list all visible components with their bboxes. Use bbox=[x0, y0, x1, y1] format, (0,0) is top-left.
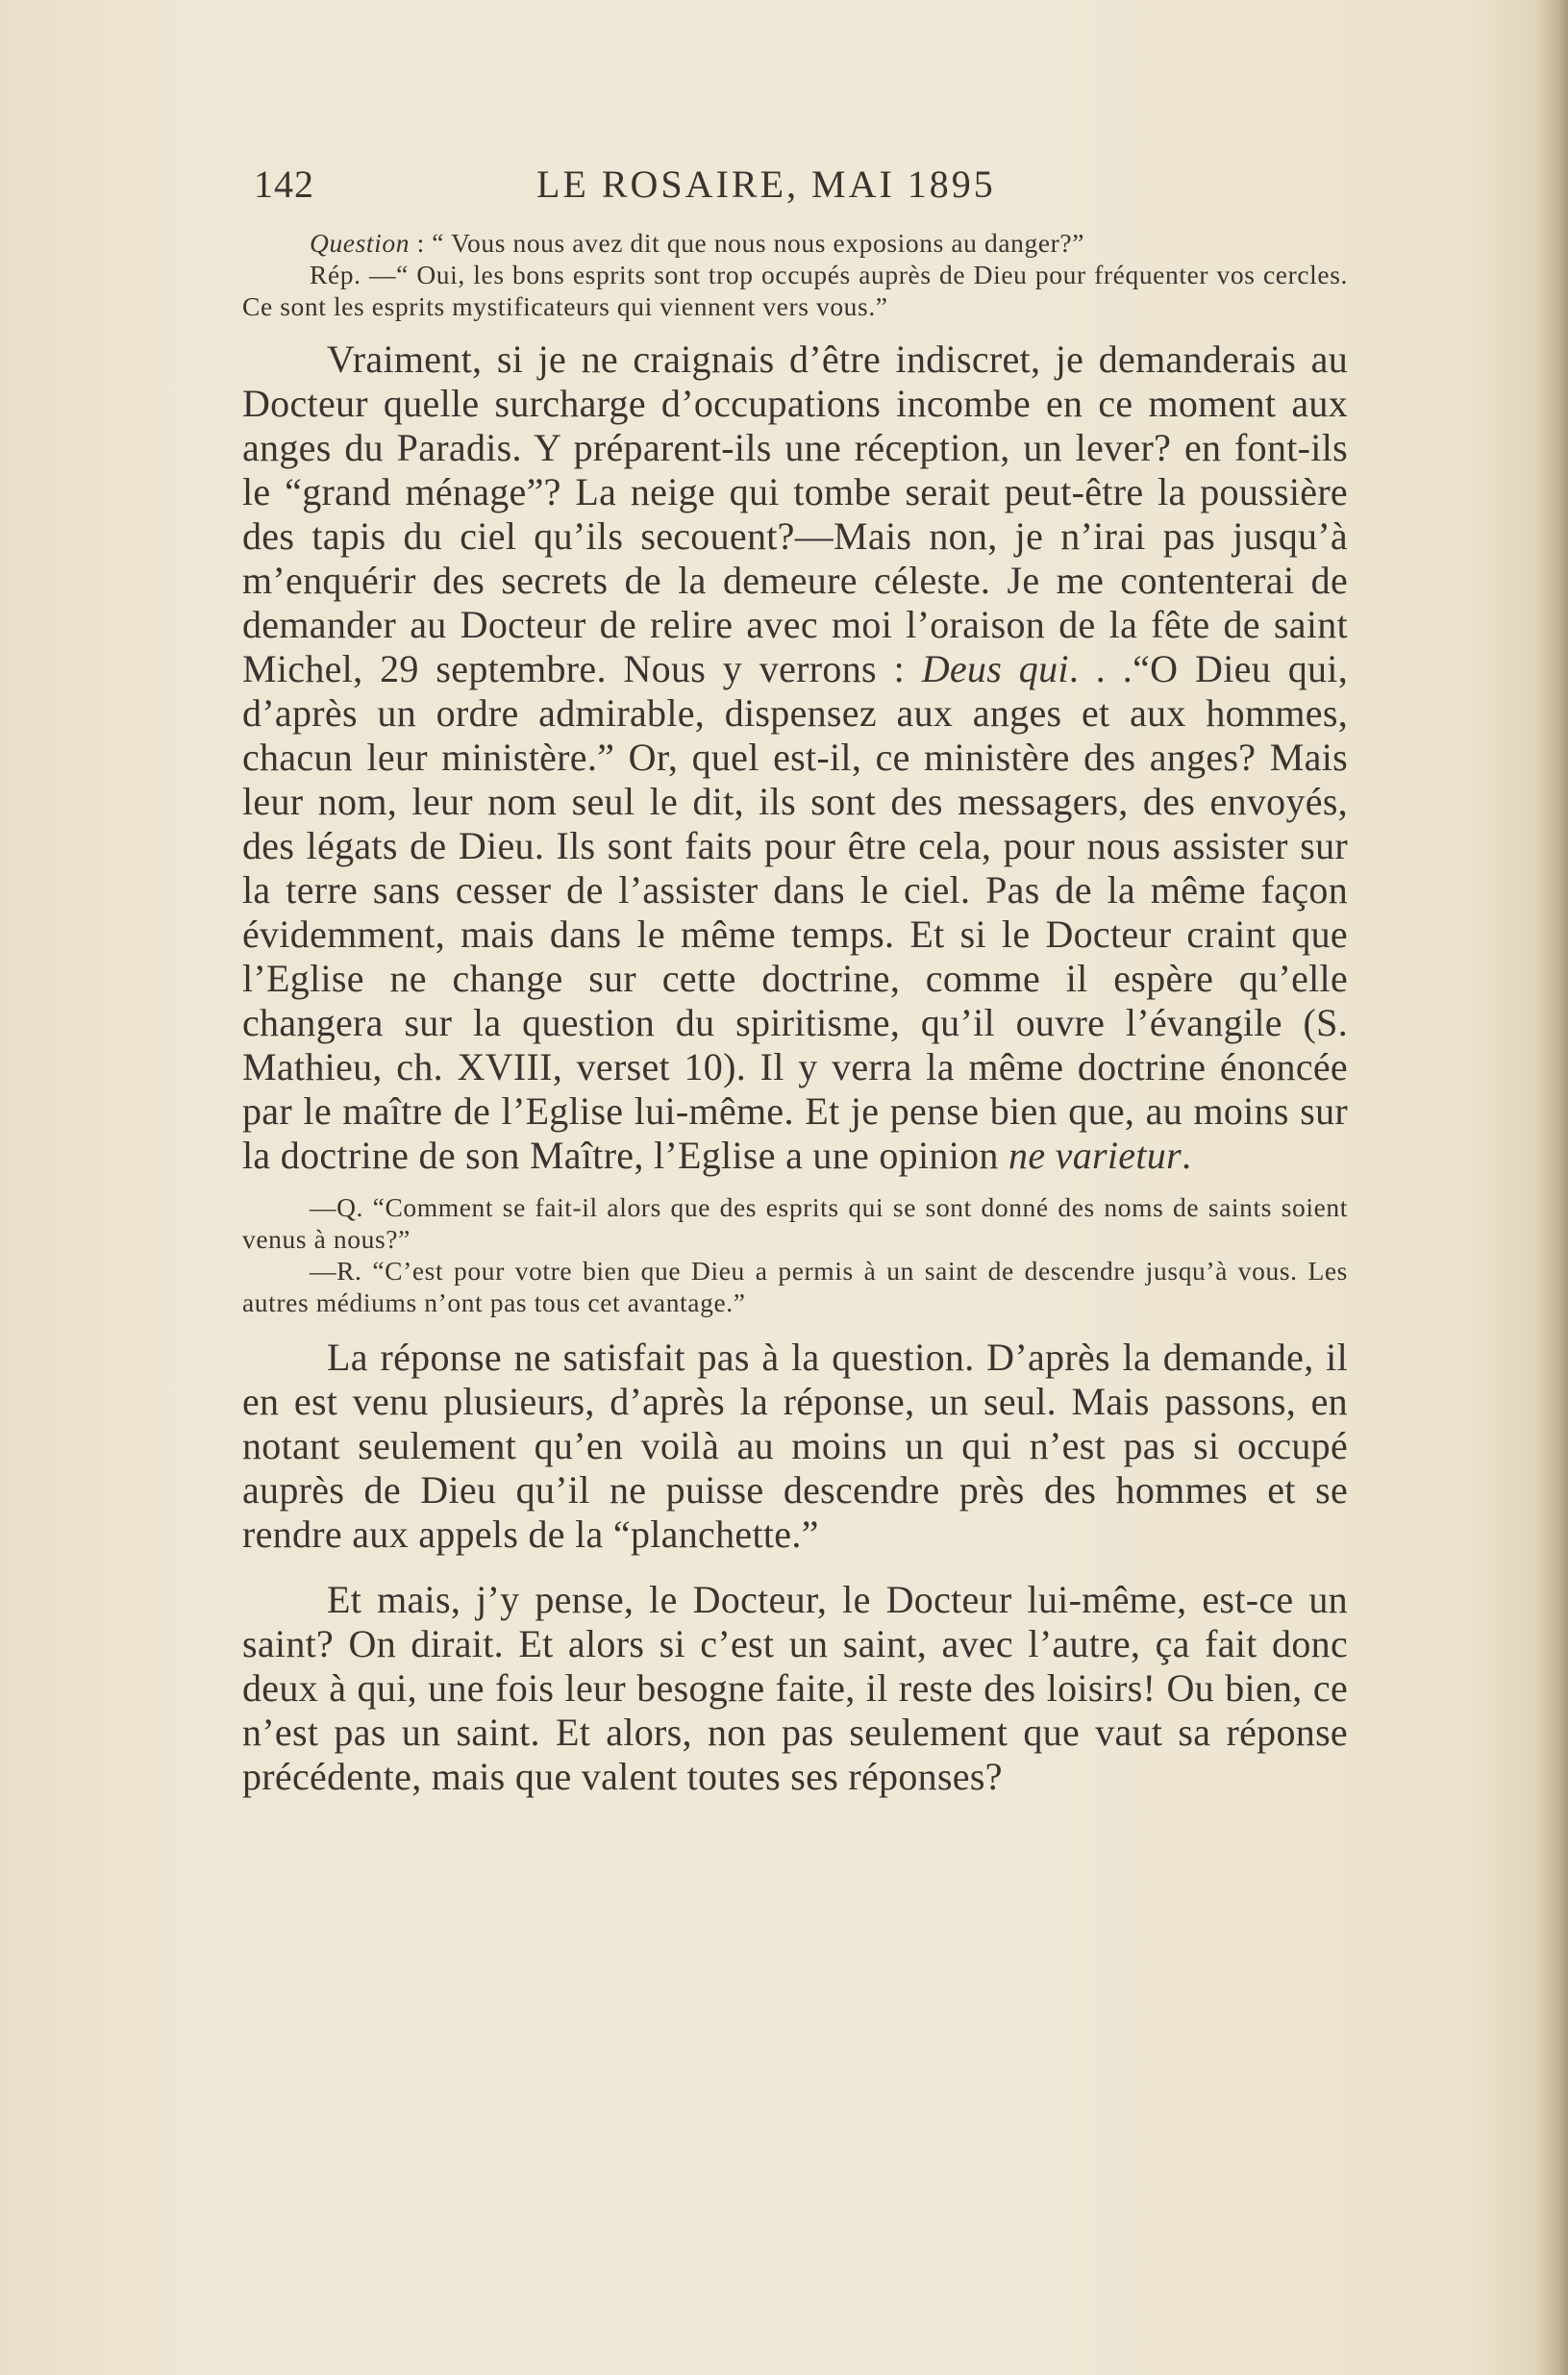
intro-note bbox=[242, 227, 1348, 322]
second-note bbox=[242, 1191, 1348, 1318]
paragraph-1-part-b: . . .“O Dieu qui, d’après un ordre admirable, dispensez aux anges et aux hommes, chacun leur ministère.” Or, quel est-il, ce ministère des anges? Mais leur nom, leur nom seul le dit, ils sont des messagers, des envoyés, des légats de Dieu. Ils sont faits pour être cela, pour nous assister sur la terre sans cesser de l’assister dans le ciel. Pas de la même façon évidemment, mais dans le même temps. Et si le Docteur craint que l’Eglise ne change sur cette doctrine, comme il espère qu’elle changera sur la question du spiritisme, qu’il ouvre l’évangile (S. Mathieu, ch. XVIII, verset 10). Il y verra la même doctrine énoncée par le maître de l’Eglise lui-même. Et je pense bien que, au moins sur la doctrine de son Maître, l’Eglise a une opinion bbox=[242, 647, 1349, 1177]
question-text: : “ Vous nous avez dit que nous nous exposions au danger?” bbox=[410, 228, 1085, 258]
intro-question bbox=[242, 227, 1348, 259]
paragraph-1-italic-b: ne varietur bbox=[1008, 1134, 1182, 1177]
second-note-answer: —R. “C’est pour votre bien que Dieu a permis à un saint de descendre jusqu’à vous. Les autres médiums n’ont pas tous cet avantage.” bbox=[242, 1256, 1348, 1317]
page-number: 142 bbox=[254, 162, 314, 206]
paragraph-1-part-c: . bbox=[1181, 1134, 1192, 1177]
question-label: Question bbox=[310, 228, 411, 258]
page-body bbox=[242, 227, 1348, 1799]
paragraph-1-part-a: Vraiment, si je ne craignais d’être indiscret, je demanderais au Docteur quelle surcharge d’occupations incombe en ce moment aux anges du Paradis. Y préparent-ils une réception, un lever? en font-ils le “grand ménage”? La neige qui tombe serait peut-être la poussière des tapis du ciel qu’ils secouent?—Mais non, je n’irai pas jusqu’à m’enquérir des secrets de la demeure céleste. Je me contenterai de demander au Docteur de relire avec moi l’oraison de la fête de saint Michel, 29 septembre. Nous y verrons : bbox=[242, 338, 1348, 690]
intro-answer: Rép. —“ Oui, les bons esprits sont trop occupés auprès de Dieu pour fréquenter vos cercles. Ce sont les esprits mystificateurs qui viennent vers vous.” bbox=[242, 260, 1348, 321]
second-note-question: —Q. “Comment se fait-il alors que des esprits qui se sont donné des noms de saints soient venus à nous?” bbox=[242, 1192, 1348, 1254]
page-edge-shadow bbox=[1535, 0, 1568, 2375]
running-head bbox=[246, 162, 996, 210]
paragraph-1 bbox=[242, 338, 1348, 1178]
paragraph-2: La réponse ne satisfait pas à la question. D’après la demande, il en est venu plusieurs, d’après la réponse, un seul. Mais passons, en notant seulement qu’en voilà au moins un qui n’est pas si occupé auprès de Dieu qu’il ne puisse descendre près des hommes et se rendre aux appels de la “planchette.” bbox=[242, 1336, 1348, 1556]
paragraph-1-italic-a: Deus qui bbox=[921, 647, 1069, 690]
paragraph-3: Et mais, j’y pense, le Docteur, le Docteur lui-même, est-ce un saint? On dirait. Et alors si c’est un saint, avec l’autre, ça fait donc deux à qui, une fois leur besogne faite, il reste des loisirs! Ou bien, ce n’est pas un saint. Et alors, non pas seulement que vaut sa réponse précédente, mais que valent toutes ses réponses? bbox=[242, 1578, 1348, 1798]
running-title: LE ROSAIRE, MAI 1895 bbox=[536, 162, 996, 206]
